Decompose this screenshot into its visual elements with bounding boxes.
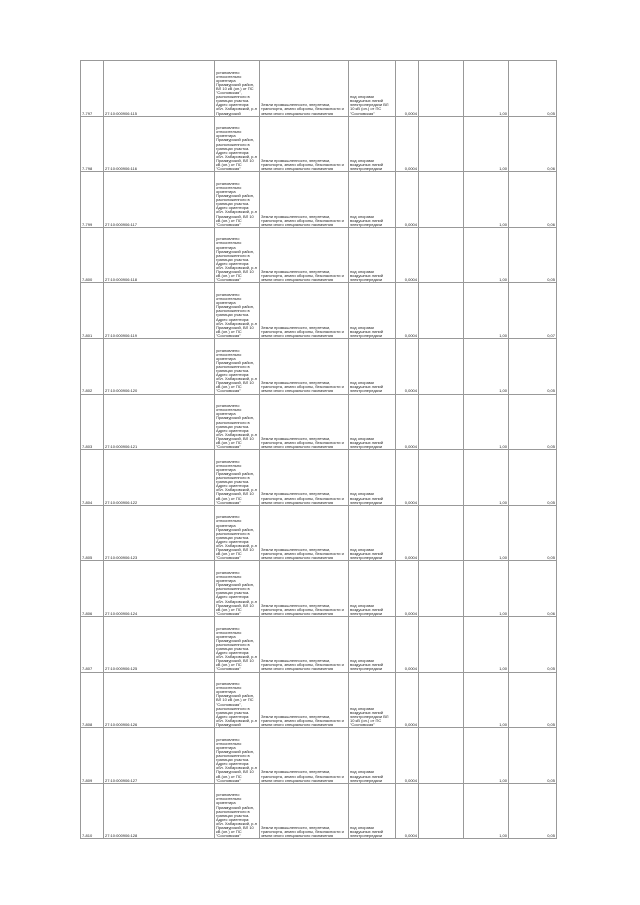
- permitted-use-cell: под опорами воздушных линий электропередачи: [349, 561, 396, 617]
- area-cell: 0,0004: [396, 672, 419, 728]
- cadastral-number-cell: 27:10:000906:128: [104, 783, 215, 839]
- location-cell: установлено относительно ориентира Приамурский район, расположенного в границах участка. Адрес ориентира: обл. Хабаровский, р-н Приамурский, ВЛ 10 кВ (оп.) от ПС "Сосновская": [215, 172, 260, 228]
- land-category-cell: Земли промышленности, энергетики, транспорта, земли обороны, безопасности и земли иного специального назначения: [260, 672, 349, 728]
- location-cell: установлено относительно ориентира Приамурский район, расположенного в границах участка. Адрес ориентира: обл. Хабаровский, р-н Приамурский, ВЛ 10 кВ (оп.) от ПС "Сосновская": [215, 450, 260, 506]
- empty-cell-cell: [419, 61, 464, 117]
- location-cell: установлено относительно ориентира Приамурский район, ВЛ 10 кВ (оп.) от ПС "Сосновская", расположенного в границах участка. Адрес ориентира: обл. Хабаровский, р-н Приамурский: [215, 672, 260, 728]
- table-row: [81, 505, 557, 561]
- permitted-use-cell: под опорами воздушных линий электропередачи: [349, 783, 396, 839]
- area-cell: 0,0004: [396, 728, 419, 784]
- permitted-use-cell: под опорами воздушных линий электропередачи: [349, 505, 396, 561]
- land-category-cell: Земли промышленности, энергетики, транспорта, земли обороны, безопасности и земли иного специального назначения: [260, 561, 349, 617]
- location-cell: установлено относительно ориентира Приамурский район, расположенного в границах участка. Адрес ориентира: обл. Хабаровский, р-н Приамурский, ВЛ 10 кВ (оп.) от ПС "Сосновская": [215, 394, 260, 450]
- land-category-cell: Земли промышленности, энергетики, транспорта, земли обороны, безопасности и земли иного специального назначения: [260, 450, 349, 506]
- empty-cell-cell: [419, 172, 464, 228]
- table-row: [81, 561, 557, 617]
- area-cell: 0,0004: [396, 561, 419, 617]
- cadastral-number-cell: 27:10:000906:125: [104, 616, 215, 672]
- table-row: [81, 338, 557, 394]
- value-cell: 1,00: [464, 116, 509, 172]
- empty-cell-cell: [419, 505, 464, 561]
- cadastral-number-cell: 27:10:000906:123: [104, 505, 215, 561]
- share-cell: 0,06: [509, 561, 557, 617]
- table-row: [81, 616, 557, 672]
- area-cell: 0,0004: [396, 172, 419, 228]
- share-cell: 0,07: [509, 283, 557, 339]
- land-category-cell: Земли промышленности, энергетики, транспорта, земли обороны, безопасности и земли иного специального назначения: [260, 505, 349, 561]
- location-cell: установлено относительно ориентира Приамурский район, расположенного в границах участка. Адрес ориентира: обл. Хабаровский, р-н Приамурский, ВЛ 10 кВ (оп.) от ПС "Сосновская": [215, 616, 260, 672]
- cadastral-number-cell: 27:10:000906:127: [104, 728, 215, 784]
- location-cell: установлено относительно ориентира Приамурский район, ВЛ 10 кВ (оп.) от ПС "Сосновская", расположенного в границах участка. Адрес ориентира: обл. Хабаровский, р-н Приамурский: [215, 61, 260, 117]
- share-cell: 0,05: [509, 338, 557, 394]
- location-cell: установлено относительно ориентира Приамурский район, расположенного в границах участка. Адрес ориентира: обл. Хабаровский, р-н Приамурский, ВЛ 10 кВ (оп.) от ПС "Сосновская": [215, 783, 260, 839]
- cadastral-number-cell: 27:10:000906:115: [104, 61, 215, 117]
- value-cell: 1,00: [464, 61, 509, 117]
- location-cell: установлено относительно ориентира Приамурский район, расположенного в границах участка. Адрес ориентира: обл. Хабаровский, р-н Приамурский, ВЛ 10 кВ (оп.) от ПС "Сосновская": [215, 561, 260, 617]
- row-number-cell: 7-808: [81, 672, 104, 728]
- value-cell: 1,00: [464, 783, 509, 839]
- row-number-cell: 7-801: [81, 283, 104, 339]
- cadastral-number-cell: 27:10:000906:118: [104, 227, 215, 283]
- row-number-cell: 7-807: [81, 616, 104, 672]
- permitted-use-cell: под опорами воздушных линий электропередачи: [349, 283, 396, 339]
- location-cell: установлено относительно ориентира Приамурский район, расположенного в границах участка. Адрес ориентира: обл. Хабаровский, р-н Приамурский, ВЛ 10 кВ (оп.) от ПС "Сосновская": [215, 505, 260, 561]
- table-row: [81, 450, 557, 506]
- land-category-cell: Земли промышленности, энергетики, транспорта, земли обороны, безопасности и земли иного специального назначения: [260, 728, 349, 784]
- land-plots-table: [80, 60, 557, 839]
- cadastral-number-cell: 27:10:000906:117: [104, 172, 215, 228]
- permitted-use-cell: под опорами воздушных линий электропередачи: [349, 227, 396, 283]
- empty-cell-cell: [419, 338, 464, 394]
- permitted-use-cell: под опорами воздушных линий электропередачи: [349, 116, 396, 172]
- land-category-cell: Земли промышленности, энергетики, транспорта, земли обороны, безопасности и земли иного специального назначения: [260, 338, 349, 394]
- permitted-use-cell: под опорами воздушных линий электропередачи ВЛ 10 кВ (оп.) от ПС "Сосновская": [349, 61, 396, 117]
- land-category-cell: Земли промышленности, энергетики, транспорта, земли обороны, безопасности и земли иного специального назначения: [260, 394, 349, 450]
- empty-cell-cell: [419, 672, 464, 728]
- value-cell: 1,00: [464, 450, 509, 506]
- permitted-use-cell: под опорами воздушных линий электропередачи: [349, 616, 396, 672]
- table-row: [81, 172, 557, 228]
- share-cell: 0,05: [509, 728, 557, 784]
- permitted-use-cell: под опорами воздушных линий электропередачи: [349, 728, 396, 784]
- table-row: [81, 394, 557, 450]
- table-row: [81, 283, 557, 339]
- empty-cell-cell: [419, 728, 464, 784]
- area-cell: 0,0004: [396, 450, 419, 506]
- area-cell: 0,0004: [396, 283, 419, 339]
- share-cell: 0,05: [509, 394, 557, 450]
- permitted-use-cell: под опорами воздушных линий электропередачи: [349, 338, 396, 394]
- share-cell: 0,05: [509, 450, 557, 506]
- value-cell: 1,00: [464, 338, 509, 394]
- cadastral-number-cell: 27:10:000906:126: [104, 672, 215, 728]
- row-number-cell: 7-800: [81, 227, 104, 283]
- area-cell: 0,0004: [396, 505, 419, 561]
- table-row: [81, 728, 557, 784]
- share-cell: 0,05: [509, 616, 557, 672]
- location-cell: установлено относительно ориентира Приамурский район, расположенного в границах участка. Адрес ориентира: обл. Хабаровский, р-н Приамурский, ВЛ 10 кВ (оп.) от ПС "Сосновская": [215, 338, 260, 394]
- land-category-cell: Земли промышленности, энергетики, транспорта, земли обороны, безопасности и земли иного специального назначения: [260, 283, 349, 339]
- value-cell: 1,00: [464, 227, 509, 283]
- permitted-use-cell: под опорами воздушных линий электропередачи: [349, 450, 396, 506]
- land-category-cell: Земли промышленности, энергетики, транспорта, земли обороны, безопасности и земли иного специального назначения: [260, 783, 349, 839]
- value-cell: 1,00: [464, 616, 509, 672]
- cadastral-number-cell: 27:10:000906:120: [104, 338, 215, 394]
- area-cell: 0,0004: [396, 338, 419, 394]
- location-cell: установлено относительно ориентира Приамурский район, расположенного в границах участка. Адрес ориентира: обл. Хабаровский, р-н Приамурский, ВЛ 10 кВ (оп.) от ПС "Сосновская": [215, 728, 260, 784]
- empty-cell-cell: [419, 116, 464, 172]
- area-cell: 0,0004: [396, 61, 419, 117]
- row-number-cell: 7-799: [81, 172, 104, 228]
- area-cell: 0,0004: [396, 227, 419, 283]
- area-cell: 0,0004: [396, 394, 419, 450]
- cadastral-number-cell: 27:10:000906:122: [104, 450, 215, 506]
- location-cell: установлено относительно ориентира Приамурский район, расположенного в границах участка. Адрес ориентира: обл. Хабаровский, р-н Приамурский, ВЛ 10 кВ (оп.) от ПС "Сосновская": [215, 283, 260, 339]
- land-category-cell: Земли промышленности, энергетики, транспорта, земли обороны, безопасности и земли иного специального назначения: [260, 116, 349, 172]
- land-category-cell: Земли промышленности, энергетики, транспорта, земли обороны, безопасности и земли иного специального назначения: [260, 227, 349, 283]
- area-cell: 0,0004: [396, 783, 419, 839]
- location-cell: установлено относительно ориентира Приамурский район, расположенного в границах участка. Адрес ориентира: обл. Хабаровский, р-н Приамурский, ВЛ 10 кВ (оп.) от ПС "Сосновская": [215, 116, 260, 172]
- share-cell: 0,05: [509, 672, 557, 728]
- cadastral-number-cell: 27:10:000906:116: [104, 116, 215, 172]
- empty-cell-cell: [419, 227, 464, 283]
- land-category-cell: Земли промышленности, энергетики, транспорта, земли обороны, безопасности и земли иного специального назначения: [260, 61, 349, 117]
- value-cell: 1,00: [464, 561, 509, 617]
- value-cell: 1,00: [464, 672, 509, 728]
- row-number-cell: 7-798: [81, 116, 104, 172]
- table-row: [81, 116, 557, 172]
- empty-cell-cell: [419, 450, 464, 506]
- share-cell: 0,06: [509, 172, 557, 228]
- share-cell: 0,06: [509, 116, 557, 172]
- row-number-cell: 7-803: [81, 394, 104, 450]
- cadastral-number-cell: 27:10:000906:121: [104, 394, 215, 450]
- row-number-cell: 7-805: [81, 505, 104, 561]
- share-cell: 0,05: [509, 227, 557, 283]
- land-category-cell: Земли промышленности, энергетики, транспорта, земли обороны, безопасности и земли иного специального назначения: [260, 172, 349, 228]
- empty-cell-cell: [419, 616, 464, 672]
- empty-cell-cell: [419, 394, 464, 450]
- value-cell: 1,00: [464, 505, 509, 561]
- permitted-use-cell: под опорами воздушных линий электропередачи: [349, 172, 396, 228]
- permitted-use-cell: под опорами воздушных линий электропередачи: [349, 394, 396, 450]
- table-row: [81, 672, 557, 728]
- row-number-cell: 7-806: [81, 561, 104, 617]
- land-category-cell: Земли промышленности, энергетики, транспорта, земли обороны, безопасности и земли иного специального назначения: [260, 616, 349, 672]
- table-row: [81, 61, 557, 117]
- row-number-cell: 7-810: [81, 783, 104, 839]
- row-number-cell: 7-809: [81, 728, 104, 784]
- row-number-cell: 7-804: [81, 450, 104, 506]
- cadastral-number-cell: 27:10:000906:124: [104, 561, 215, 617]
- table-row: [81, 227, 557, 283]
- permitted-use-cell: под опорами воздушных линий электропередачи ВЛ 10 кВ (оп.) от ПС "Сосновская": [349, 672, 396, 728]
- share-cell: 0,05: [509, 61, 557, 117]
- empty-cell-cell: [419, 283, 464, 339]
- value-cell: 1,00: [464, 728, 509, 784]
- cadastral-number-cell: 27:10:000906:119: [104, 283, 215, 339]
- row-number-cell: 7-802: [81, 338, 104, 394]
- value-cell: 1,00: [464, 172, 509, 228]
- area-cell: 0,0004: [396, 116, 419, 172]
- value-cell: 1,00: [464, 394, 509, 450]
- share-cell: 0,05: [509, 783, 557, 839]
- value-cell: 1,00: [464, 283, 509, 339]
- empty-cell-cell: [419, 561, 464, 617]
- table-row: [81, 783, 557, 839]
- row-number-cell: 7-797: [81, 61, 104, 117]
- share-cell: 0,05: [509, 505, 557, 561]
- location-cell: установлено относительно ориентира Приамурский район, расположенного в границах участка. Адрес ориентира: обл. Хабаровский, р-н Приамурский, ВЛ 10 кВ (оп.) от ПС "Сосновская": [215, 227, 260, 283]
- empty-cell-cell: [419, 783, 464, 839]
- area-cell: 0,0004: [396, 616, 419, 672]
